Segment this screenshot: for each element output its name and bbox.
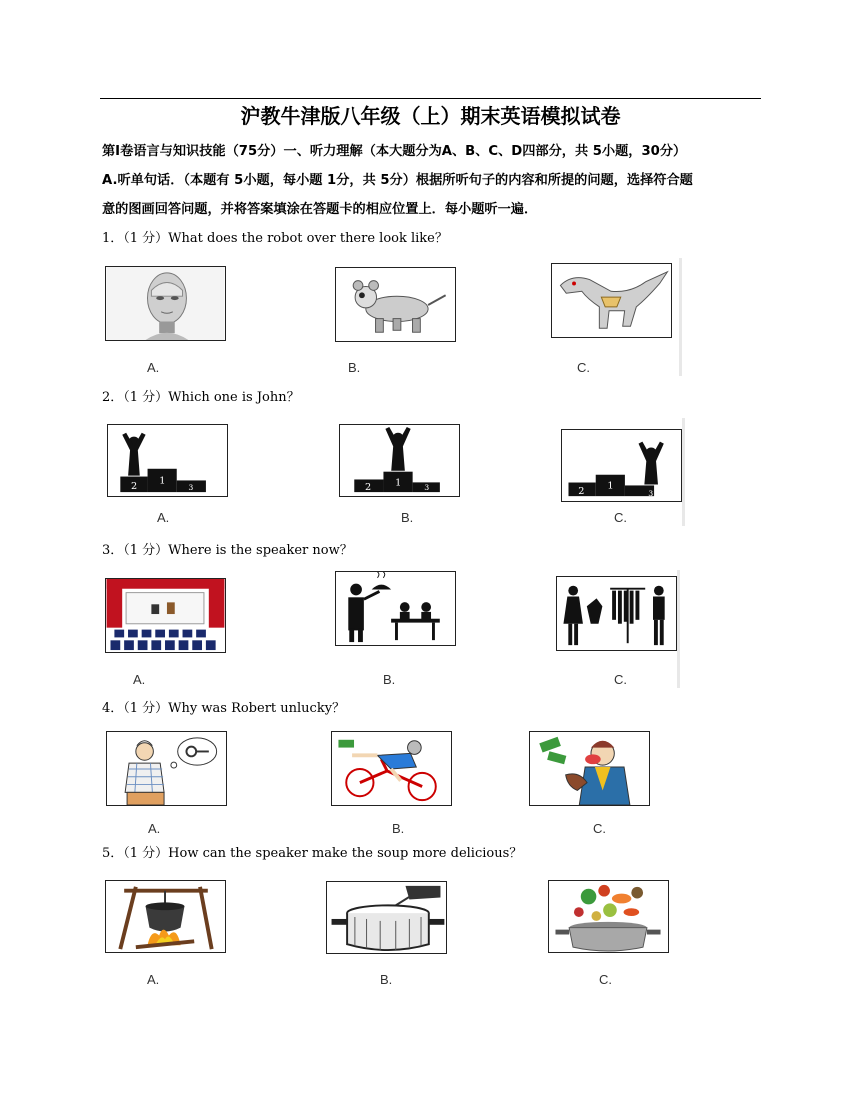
podium-third-icon[interactable]: [561, 429, 682, 502]
option-a-label: A.: [133, 672, 146, 687]
podium-number: 1: [395, 477, 402, 489]
robot-head-icon[interactable]: [105, 266, 226, 341]
podium-number: 3: [424, 483, 430, 493]
option-c-label: C.: [577, 360, 590, 375]
bike-accident-icon[interactable]: [331, 731, 452, 806]
divider: [679, 258, 682, 376]
podium-second-icon[interactable]: [107, 424, 228, 497]
campfire-pot-icon[interactable]: [105, 880, 226, 953]
option-b-label: B.: [392, 821, 405, 836]
divider: [682, 418, 685, 526]
intro-line: 意的图画回答问题，并将答案填涂在答题卡的相应位置上．每小题听一遍．: [102, 202, 538, 217]
stirring-pot-icon[interactable]: [326, 881, 447, 954]
intro-line: A.听单句话．（本题有 5小题，每小题 1分，共 5分）根据所听句子的内容和所提的问题，选择符合题: [102, 173, 693, 188]
option-b-label: B.: [380, 972, 393, 987]
podium-number: 2: [578, 486, 585, 498]
question-1-text: 1．（1 分）What does the robot over there look like？: [102, 231, 448, 246]
option-c-label: C.: [593, 821, 606, 836]
option-b-label: B.: [348, 360, 361, 375]
option-b-label: B.: [383, 672, 396, 687]
option-a-label: A.: [148, 821, 161, 836]
option-a-label: A.: [147, 360, 160, 375]
option-c-label: C.: [599, 972, 612, 987]
vegetables-pot-icon[interactable]: [548, 880, 669, 953]
header-rule: [100, 98, 761, 99]
question-2-text: 2．（1 分）Which one is John？: [102, 390, 300, 405]
question-4-text: 4．（1 分）Why was Robert unlucky？: [102, 701, 346, 716]
divider: [677, 570, 680, 688]
page-title: 沪教牛津版八年级（上）期末英语模拟试卷: [240, 104, 621, 128]
option-a-label: A.: [147, 972, 160, 987]
question-5-text: 5．（1 分）How can the speaker make the soup more delicious？: [102, 846, 523, 861]
podium-first-icon[interactable]: [339, 424, 460, 497]
cinema-icon[interactable]: [105, 578, 226, 653]
section-intro: [102, 137, 762, 224]
podium-number: 2: [364, 482, 372, 494]
robot-dinosaur-icon[interactable]: [551, 263, 672, 338]
podium-number: 3: [648, 489, 654, 499]
clothes-shop-icon[interactable]: [556, 576, 677, 651]
question-3-text: 3．（1 分）Where is the speaker now？: [102, 543, 353, 558]
robot-dog-icon[interactable]: [335, 267, 456, 342]
podium-number: 1: [607, 480, 614, 492]
lost-money-icon[interactable]: [529, 731, 650, 806]
option-c-label: C.: [614, 672, 627, 687]
intro-line: 第Ⅰ卷语言与知识技能（75分）一、听力理解（本大题分为A、B、C、D四部分，共 5小题，30分）: [102, 144, 687, 159]
option-c-label: C.: [614, 510, 627, 525]
option-b-label: B.: [401, 510, 414, 525]
lost-keys-icon[interactable]: [106, 731, 227, 806]
option-a-label: A.: [157, 510, 170, 525]
podium-number: 2: [131, 481, 138, 493]
restaurant-icon[interactable]: [335, 571, 456, 646]
podium-number: 3: [188, 483, 194, 493]
podium-number: 1: [159, 475, 166, 487]
